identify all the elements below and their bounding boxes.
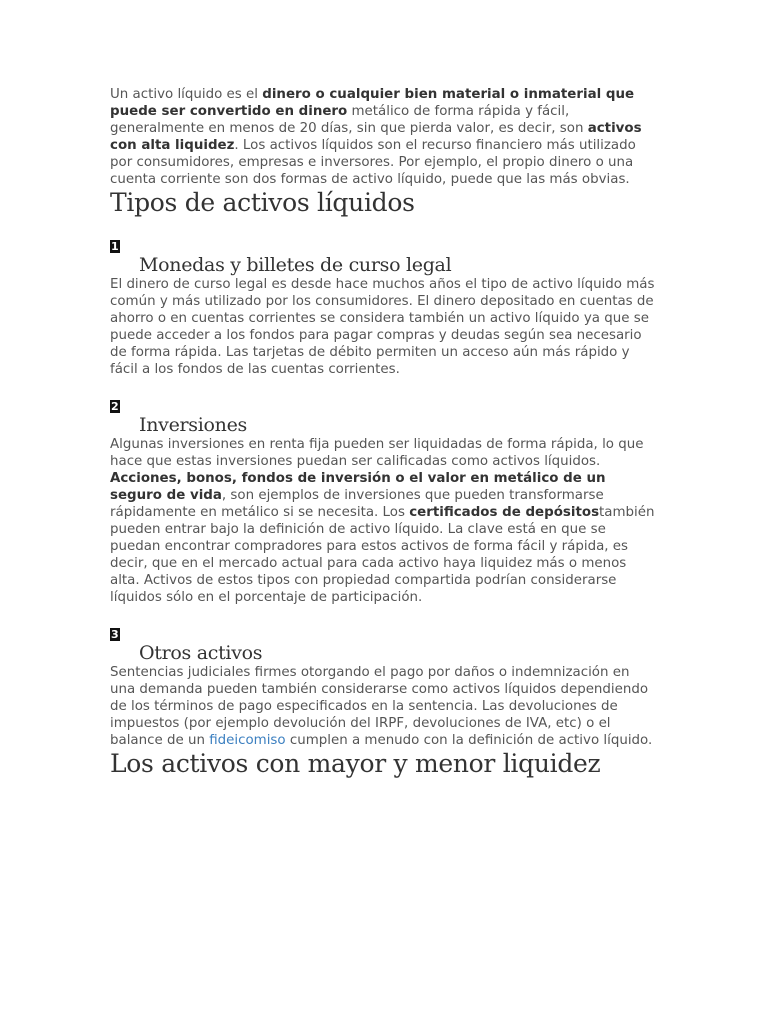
item-text-inversiones <box>110 436 658 606</box>
intro-text-1: Un activo líquido es el <box>110 87 263 102</box>
inv-text-1: Algunas inversiones en renta fija pueden ser liquidadas de forma rápida, lo que hace que estas inversiones puedan ser calificadas como activos líquidos. <box>110 437 644 469</box>
inv-text-3: también pueden entrar bajo la definición de activo líquido. La clave está en que se puedan encontrar compradores para estos activos de forma fácil y rápida, es decir, que en el mercado actual para cada activo haya liquidez más o menos alta. Activos de estos tipos con propiedad compartida podrían considerarse líquidos sólo en el porcentaje de participación. <box>110 505 655 605</box>
fideicomiso-link[interactable]: fideicomiso <box>209 733 286 748</box>
item-title-inversiones: Inversiones <box>139 414 248 436</box>
intro-paragraph <box>110 86 658 188</box>
otros-text-2: cumplen a menudo con la definición de activo líquido. <box>285 733 653 748</box>
item-title-otros: Otros activos <box>139 642 263 664</box>
item-number-2: 2 <box>111 400 119 413</box>
intro-text-2: metálico de forma rápida y fácil, generalmente en menos de 20 días, sin que pierda valor, es decir, son <box>110 104 588 136</box>
intro-bold-1: dinero o cualquier bien material o inmaterial que puede ser convertido en dinero <box>110 87 635 119</box>
inv-bold-2: certificados de depósitos <box>409 505 600 520</box>
item-text-otros <box>110 664 658 749</box>
item-number-1: 1 <box>111 240 119 253</box>
item-text-monedas: El dinero de curso legal es desde hace muchos años el tipo de activo líquido más común y más utilizado por los consumidores. El dinero depositado en cuentas de ahorro o en cuentas corrientes se considera también un activo líquido ya que se puede acceder a los fondos para pagar compras y deudas según sea necesario de forma rápida. Las tarjetas de débito permiten un acceso aún más rápido y fácil a los fondos de las cuentas corrientes. <box>110 277 655 377</box>
section-title-mayor-menor: Los activos con mayor y menor liquidez <box>110 749 601 778</box>
intro-text-3: . Los activos líquidos son el recurso financiero más utilizado por consumidores, empresas e inversores. Por ejemplo, el propio dinero o una cuenta corriente son dos formas de activo líquido, puede que las más obvias. <box>110 138 636 187</box>
item-number-3: 3 <box>111 628 119 641</box>
otros-text-1: Sentencias judiciales firmes otorgando el pago por daños o indemnización en una demanda pueden también considerarse como activos líquidos dependiendo de los términos de pago especificados en la sentencia. Las devoluciones de impuestos (por ejemplo devolución del IRPF, devoluciones de IVA, etc) o el balance de un <box>110 665 649 748</box>
item-number-1-row <box>110 235 658 254</box>
section-title-tipos: Tipos de activos líquidos <box>110 188 415 217</box>
inv-bold-1: Acciones, bonos, fondos de inversión o el valor en metálico de un seguro de vida <box>110 471 606 503</box>
article <box>110 86 658 778</box>
item-number-2-row <box>110 395 658 414</box>
item-title-monedas: Monedas y billetes de curso legal <box>139 254 452 276</box>
item-number-3-row <box>110 623 658 642</box>
inv-text-2: , son ejemplos de inversiones que pueden transformarse rápidamente en metálico si se necesita. Los <box>110 488 604 520</box>
intro-bold-2: activos con alta liquidez <box>110 121 642 153</box>
